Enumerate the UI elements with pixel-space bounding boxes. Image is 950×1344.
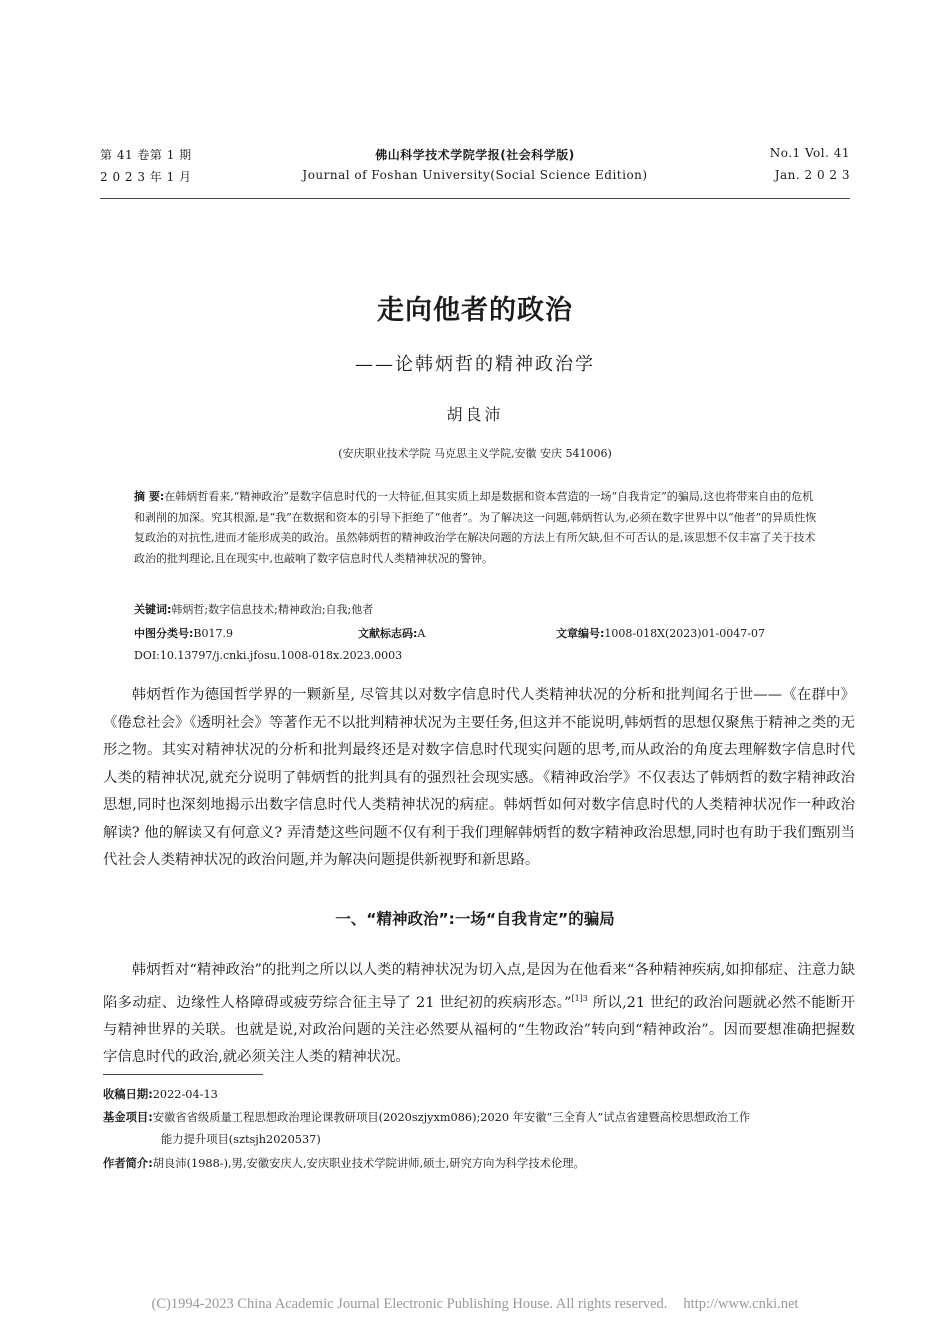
received-label: 收稿日期:	[103, 1088, 153, 1101]
keywords-label: 关键词:	[134, 603, 172, 616]
date-en: Jan. 2 0 2 3	[774, 168, 850, 182]
copyright-text: (C)1994-2023 China Academic Journal Electronic Publishing House. All rights reserved.	[151, 1296, 668, 1312]
journal-title-en: Journal of Foshan University(Social Science Edition)	[302, 168, 648, 182]
article-number	[556, 625, 765, 641]
citation-ref: [1]3	[571, 993, 588, 1003]
body-paragraph-2	[103, 957, 855, 1072]
body-paragraph-1: 韩炳哲作为德国哲学界的一颗新星, 尽管其以对数字信息时代人类精神状况的分析和批判闻名于世——《在群中》《倦怠社会》《透明社会》等著作无不以批判精神状况为主要任务,但这并不能说明,韩炳哲的思想仅聚焦于精神之类的无形之物。其实对精神状况的分析和批判最终还是对数字信息时代现实问题的思考,而从政治的角度去理解数字信息时代人类的精神状况,就充分说明了韩炳哲的批判具有的强烈社会现实感。《精神政治学》不仅表达了韩炳哲的数字精神政治思想,同时也深刻地揭示出数字信息时代人类精神状况的病症。韩炳哲如何对数字信息时代的人类精神状况作一种政治解读? 他的解读又有何意义? 弄清楚这些问题不仅有利于我们理解韩炳哲的数字精神政治思想,同时也有助于我们甄别当代社会人类精神状况的政治问题,并为解决问题提供新视野和新思路。	[103, 687, 855, 868]
author-name: 胡良沛	[446, 405, 504, 424]
body-paragraph-2-part-b: 所以,21 世纪的政治问题就必然不能断开与精神世界的关联。也就是说,对政治问题的关注必然要从福柯的“生物政治”转向到“精神政治”。因而要想准确把握数字信息时代的政治,就必须关注人类的精神状况。	[103, 994, 855, 1066]
publication-date: 2 0 2 3 年 1 月	[100, 170, 192, 184]
body-paragraph-2-part-a: 韩炳哲对“精神政治”的批判之所以以人类的精神状况为切入点,是因为在他看来“各种精神疾病,如抑郁症、注意力缺陷多动症、边缘性人格障碍或疲劳综合征主导了 21 世纪初的疾病形态。”	[103, 962, 855, 1011]
article-number-value: 1008-018X(2023)01-0047-07	[604, 627, 765, 640]
journal-title-cn: 佛山科学技术学院学报(社会科学版)	[375, 148, 575, 162]
author-bio-value: 胡良沛(1988-),男,安徽安庆人,安庆职业技术学院讲师,硕士,研究方向为科学技术伦理。	[152, 1157, 585, 1170]
fund-label: 基金项目:	[103, 1111, 153, 1124]
author-bio-label: 作者简介:	[103, 1157, 153, 1170]
cnki-url[interactable]: http://www.cnki.net	[683, 1296, 799, 1312]
copyright-footer	[0, 1296, 950, 1313]
footnote-received	[103, 1084, 863, 1105]
volume-issue: 第 41 卷第 1 期	[100, 148, 192, 162]
abstract-text: 在韩炳哲看来,“精神政治”是数字信息时代的一大特征,但其实质上却是数据和资本营造的一场“自我肯定”的骗局,这也将带来自由的危机和剥削的加深。究其根源,是“我”在数据和资本的引导下拒绝了“他者”。为了解决这一问题,韩炳哲认为,必须在数字世界中以“他者”的异质性恢复政治的对抗性,进而才能形成美的政治。虽然韩炳哲的精神政治学在解决问题的方法上有所欠缺,但不可否认的是,该思想不仅丰富了关于技术政治的批判理论,且在现实中,也敲响了数字信息时代人类精神状况的警钟。	[134, 490, 817, 565]
document-code	[358, 625, 425, 641]
footnote-fund	[103, 1107, 863, 1128]
abstract	[134, 487, 824, 569]
clc-value: B017.9	[193, 627, 233, 640]
doc-value: A	[417, 627, 426, 640]
footnote-author	[103, 1153, 863, 1174]
keywords	[134, 601, 373, 617]
keywords-text: 韩炳哲;数字信息技术;精神政治;自我;他者	[171, 603, 374, 616]
clc-label: 中图分类号:	[134, 627, 194, 640]
article-subtitle: ——论韩炳哲的精神政治学	[355, 354, 595, 375]
header-rule	[100, 198, 850, 199]
doi: DOI:10.13797/j.cnki.jfosu.1008-018x.2023.0003	[134, 649, 403, 662]
abstract-label: 摘 要:	[134, 490, 165, 503]
clc-number	[134, 625, 233, 641]
section-heading-1: 一、“精神政治”:一场“自我肯定”的骗局	[335, 910, 615, 928]
article-title: 走向他者的政治	[377, 295, 573, 326]
doc-label: 文献标志码:	[358, 627, 418, 640]
footnote-rule	[103, 1074, 263, 1075]
fund-value: 安徽省省级质量工程思想政治理论课教研项目(2020szjyxm086);2020 年安徽“三全育人”试点省建暨高校思想政治工作	[152, 1111, 751, 1124]
author-affiliation: (安庆职业技术学院 马克思主义学院,安徽 安庆 541006)	[338, 447, 612, 460]
received-value: 2022-04-13	[152, 1088, 218, 1101]
article-number-label: 文章编号:	[556, 627, 605, 640]
issue-en: No.1 Vol. 41	[769, 146, 850, 160]
footnote-fund-cont: 能力提升项目(sztsjh2020537)	[161, 1133, 321, 1146]
